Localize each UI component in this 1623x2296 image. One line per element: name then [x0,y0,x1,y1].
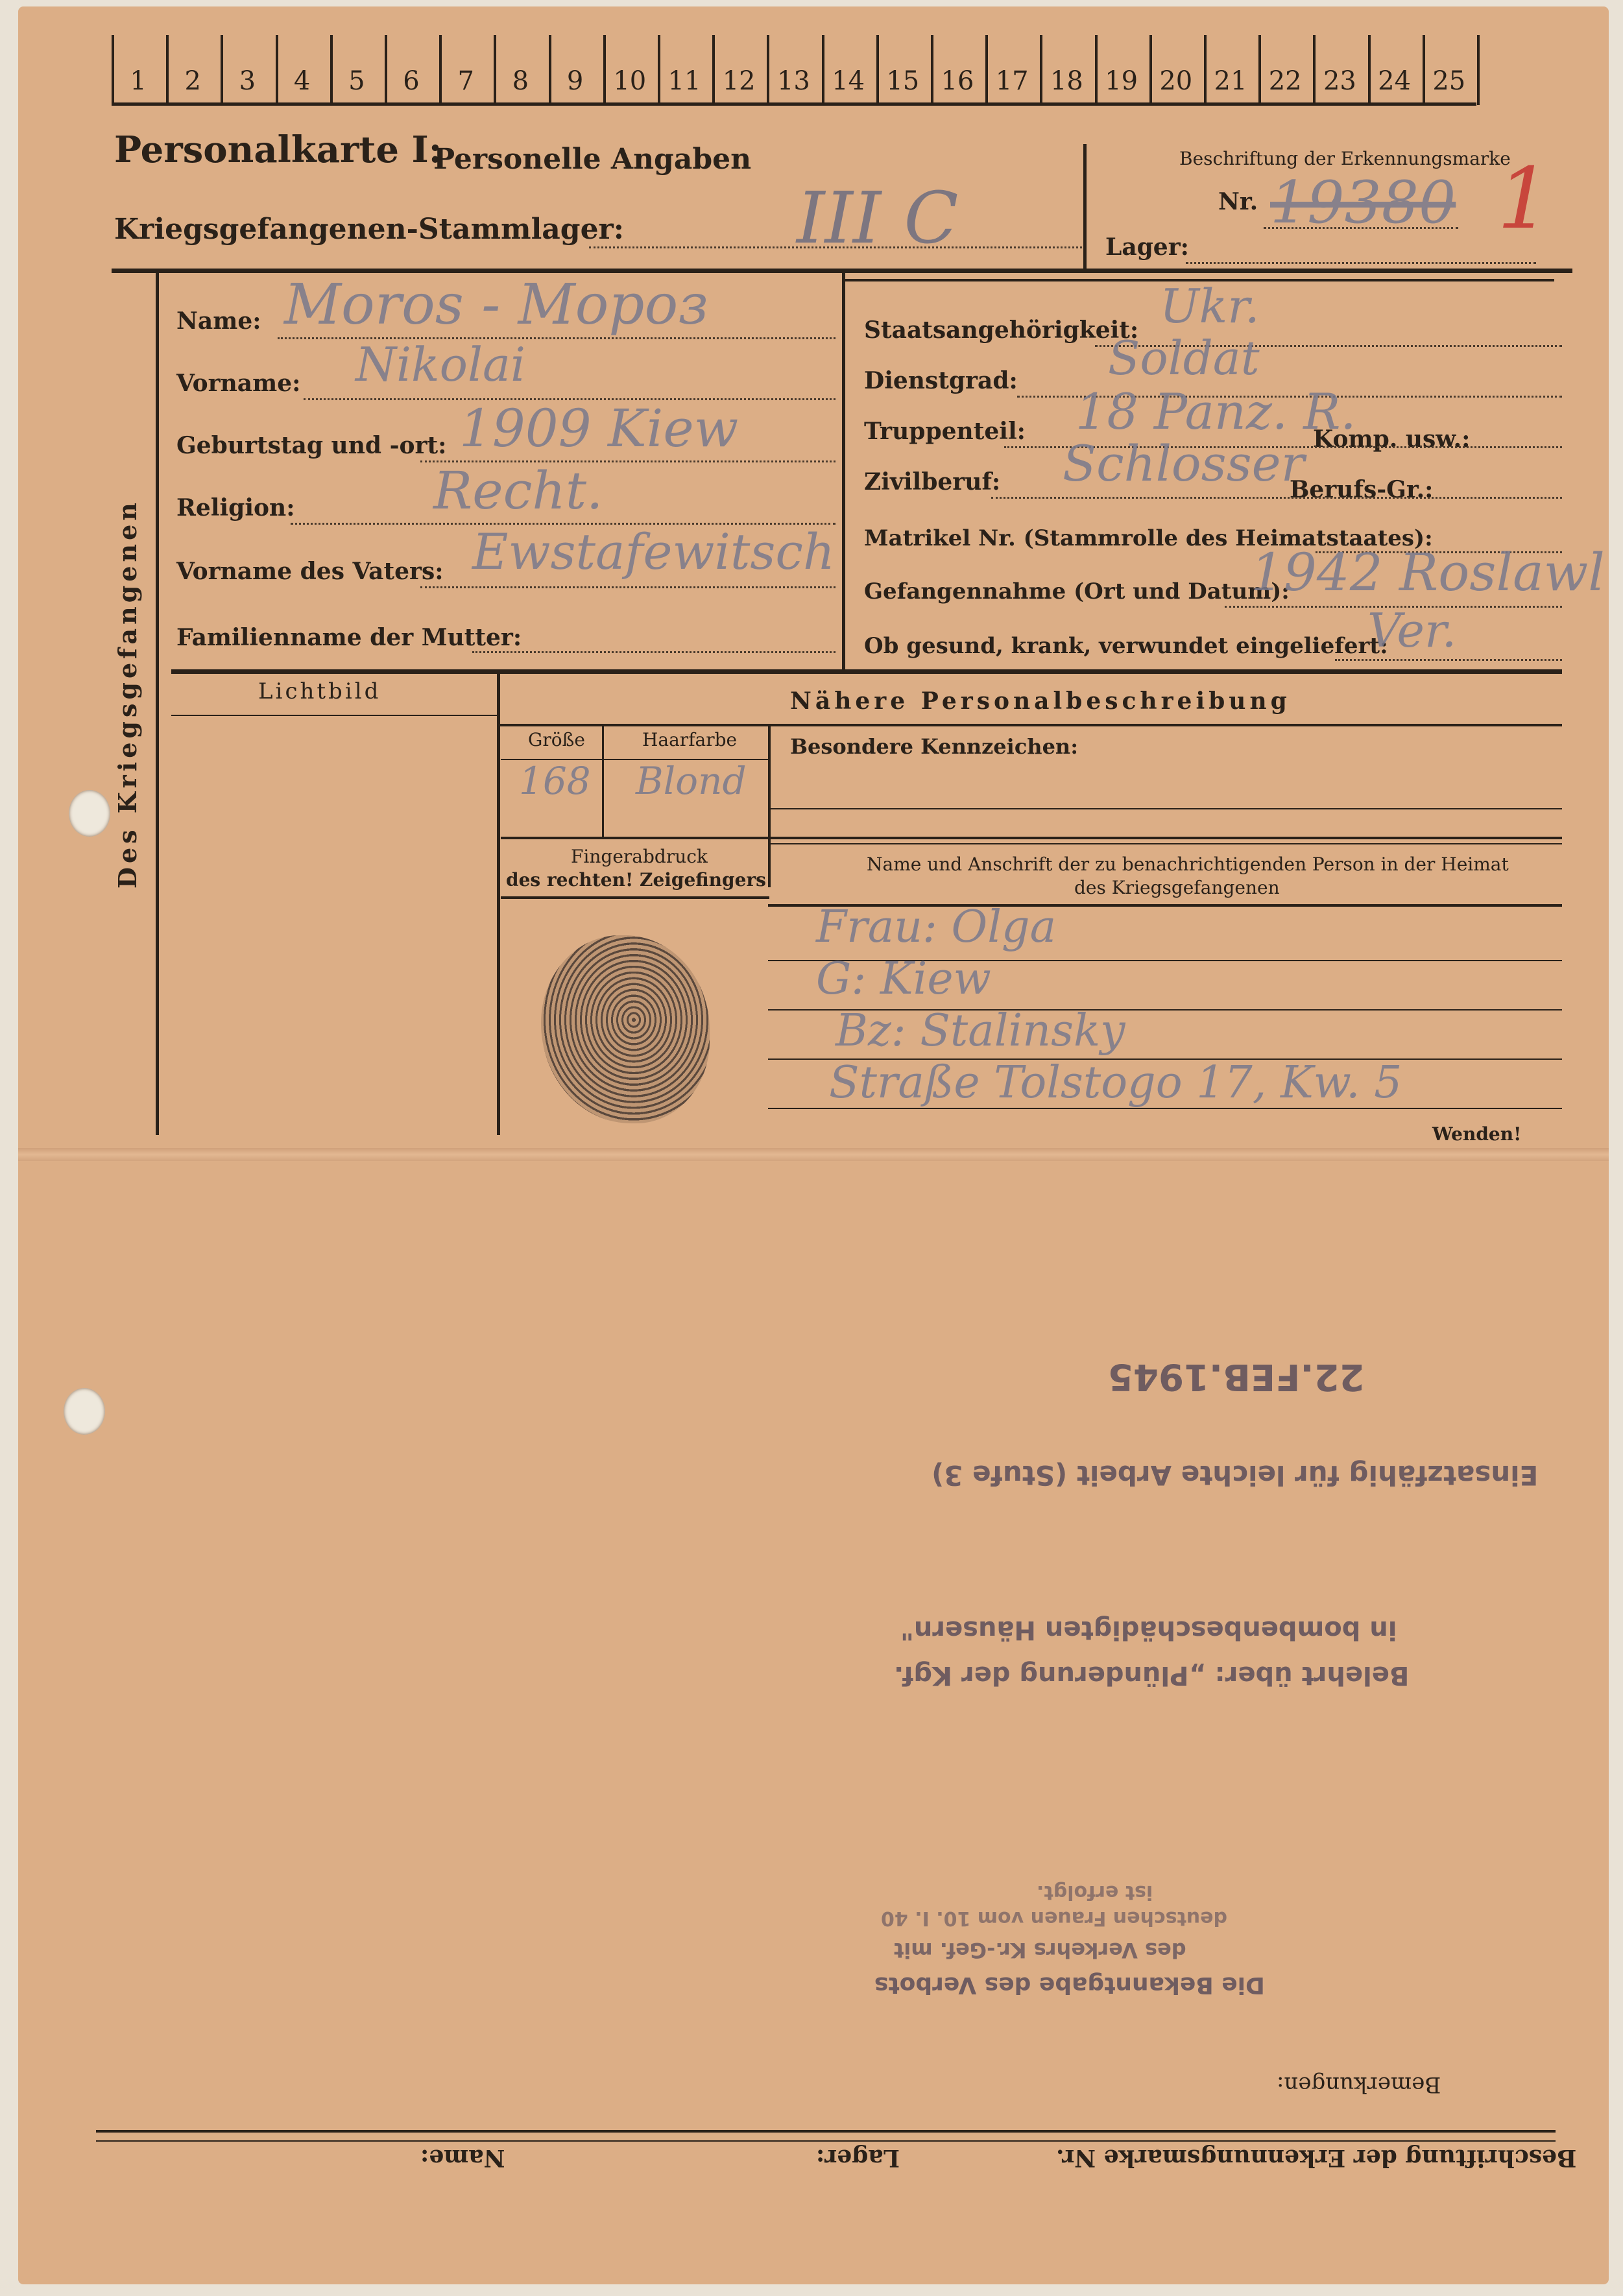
date-stamp: 22.FEB.1945 [1108,1356,1365,1398]
wenden-label: Wenden! [1432,1123,1522,1145]
column-number: 2 [184,66,201,96]
haar-value: Blond [636,759,747,803]
column-number: 18 [1050,66,1083,96]
column-number: 15 [886,66,920,96]
komp-label: Komp. usw.: [1313,425,1471,453]
column-divider [1477,35,1480,105]
lager-label: Lager: [1105,233,1189,261]
haar-divider [768,725,771,887]
name-value: Moros - Мороз [284,272,709,337]
mutter-label: Familienname der Mutter: [176,624,522,651]
vater-label: Vorname des Vaters: [176,558,444,585]
gesund-dots [1335,659,1562,661]
card-title: Personalkarte I: [114,128,442,171]
column-number: 23 [1323,66,1356,96]
religion-label: Religion: [176,494,295,521]
lichtbild-label: Lichtbild [258,678,381,704]
kontakt-value-3: Bz: Stalinsky [836,1005,1125,1057]
footer-marke: Beschriftung der Erkennungsmarke Nr. [1056,2144,1577,2171]
finger-top-line [501,837,1562,839]
camp-value: III C [797,176,959,259]
stamp-einsatz: Einsatzfähig für leichte Arbeit (Stufe 3) [932,1459,1539,1491]
card-subtitle: Personelle Angaben [433,143,752,176]
column-number: 4 [293,66,311,96]
geburt-value: 1909 Kiew [459,398,739,459]
tag-heading: Beschriftung der Erkennungsmarke [1179,148,1511,169]
stamp-belehrt-2: in bombenbeschädigten Häusern" [900,1615,1397,1645]
footer-line-1 [96,2130,1556,2133]
column-number: 3 [239,66,256,96]
staat-value: Ukr. [1160,279,1260,333]
column-number: 6 [403,66,420,96]
haar-label: Haarfarbe [642,729,738,750]
lager-dots [1186,262,1536,264]
kontakt-value-4: Straße Tolstogo 17, Kw. 5 [829,1057,1402,1108]
column-number: 21 [1214,66,1247,96]
vater-value: Ewstafewitsch [472,523,835,580]
nr-label: Nr. [1218,188,1258,215]
mutter-dots [472,651,836,653]
gefangen-value: 1942 Roslawl [1251,542,1605,603]
fingerprint [541,935,710,1123]
finger-bottom-line [501,896,769,899]
column-number: 9 [566,66,584,96]
footer-lager: Lager: [816,2144,900,2171]
column-number: 20 [1159,66,1193,96]
kennzeichen-line-2 [771,843,1562,844]
column-number: 24 [1378,66,1412,96]
red-mark: 1 [1497,149,1551,248]
lichtbild-line [171,715,499,716]
punch-hole-top [69,790,110,837]
gesund-label: Ob gesund, krank, verwundet eingeliefert: [864,633,1388,659]
column-number: 25 [1432,66,1466,96]
column-number: 7 [457,66,474,96]
finger-label-1: Fingerabdruck [571,846,708,867]
description-heading: Nähere Personalbeschreibung [790,688,1291,715]
kennzeichen-line-1 [771,808,1562,809]
footer-line-2 [96,2140,1556,2142]
kontakt-label-1: Name und Anschrift der zu benachrichtigenden Person in der Heimat [867,854,1509,875]
stamp-belehrt-1: Belehrt über: „Plünderung der Kgf. [894,1660,1410,1690]
punch-hole-bottom [64,1388,105,1435]
nr-value: 19380 [1270,169,1456,237]
kontakt-label-2: des Kriegsgefangenen [1074,877,1280,898]
vater-dots [420,586,836,588]
camp-label: Kriegsgefangenen-Stammlager: [114,213,624,246]
personal-middle-divider [842,272,845,669]
column-number: 10 [613,66,647,96]
column-number: 19 [1105,66,1138,96]
stamp-verbot-1: Die Bekanntgabe des Verbots [874,1972,1265,1998]
geburt-label: Geburtstag und -ort: [176,432,447,459]
dienst-label: Dienstgrad: [864,367,1018,394]
finger-label-2: des rechten! Zeigefingers [506,869,766,891]
column-number: 17 [995,66,1029,96]
footer-name: Name: [420,2144,505,2171]
personal-bottom-line [171,669,1562,674]
column-number: 22 [1268,66,1302,96]
column-number: 8 [512,66,529,96]
column-number: 13 [776,66,810,96]
description-heading-line [497,724,1562,726]
kontakt-value-1: Frau: Olga [816,902,1057,953]
stamp-verbot-4: ist erfolgt. [1037,1881,1153,1904]
berufs-label: Berufs-Gr.: [1290,476,1434,503]
camp-dots [589,246,1082,248]
religion-value: Recht. [433,460,603,521]
personnel-card [18,6,1609,2284]
groesse-label: Größe [528,729,585,750]
matrikel-label: Matrikel Nr. (Stammrolle des Heimatstaates): [864,525,1433,551]
zivil-value: Schlosser [1063,435,1304,492]
side-label: Des Kriegsgefangenen [113,499,142,889]
column-number: 12 [722,66,756,96]
kennzeichen-label: Besondere Kennzeichen: [790,734,1078,759]
column-row-bottom [112,102,1476,106]
column-number: 1 [130,66,147,96]
column-number: 5 [348,66,365,96]
column-number: 16 [941,66,974,96]
groesse-value: 168 [519,759,591,803]
description-divider [497,673,500,1135]
zivil-label: Zivilberuf: [864,468,1001,496]
column-number: 14 [832,66,865,96]
gefangen-label: Gefangennahme (Ort und Datum): [864,579,1290,604]
stamp-verbot-3: deutschen Frauen vom 10. I. 40 [881,1907,1227,1930]
zivil-dots [991,497,1562,499]
nr-dots [1264,227,1458,229]
side-line [156,272,159,1135]
vorname-value: Nikolai [355,337,525,392]
vorname-label: Vorname: [176,370,301,397]
size-divider [602,725,604,837]
dienst-value: Soldat [1108,331,1260,385]
header-divider [1083,144,1087,271]
truppe-label: Truppenteil: [864,418,1026,445]
column-number: 11 [667,66,701,96]
stamp-verbot-2: des Verkehrs Kr.-Gef. mit [894,1938,1186,1963]
card-fold [18,1148,1609,1161]
name-label: Name: [176,307,261,335]
kontakt-value-2: G: Kiew [816,953,991,1005]
bemerkungen-label: Bemerkungen: [1277,2072,1441,2098]
staat-label: Staatsangehörigkeit: [864,317,1139,344]
truppe-value: 18 Panz. R. [1076,383,1356,440]
gesund-value: Ver. [1367,603,1457,658]
